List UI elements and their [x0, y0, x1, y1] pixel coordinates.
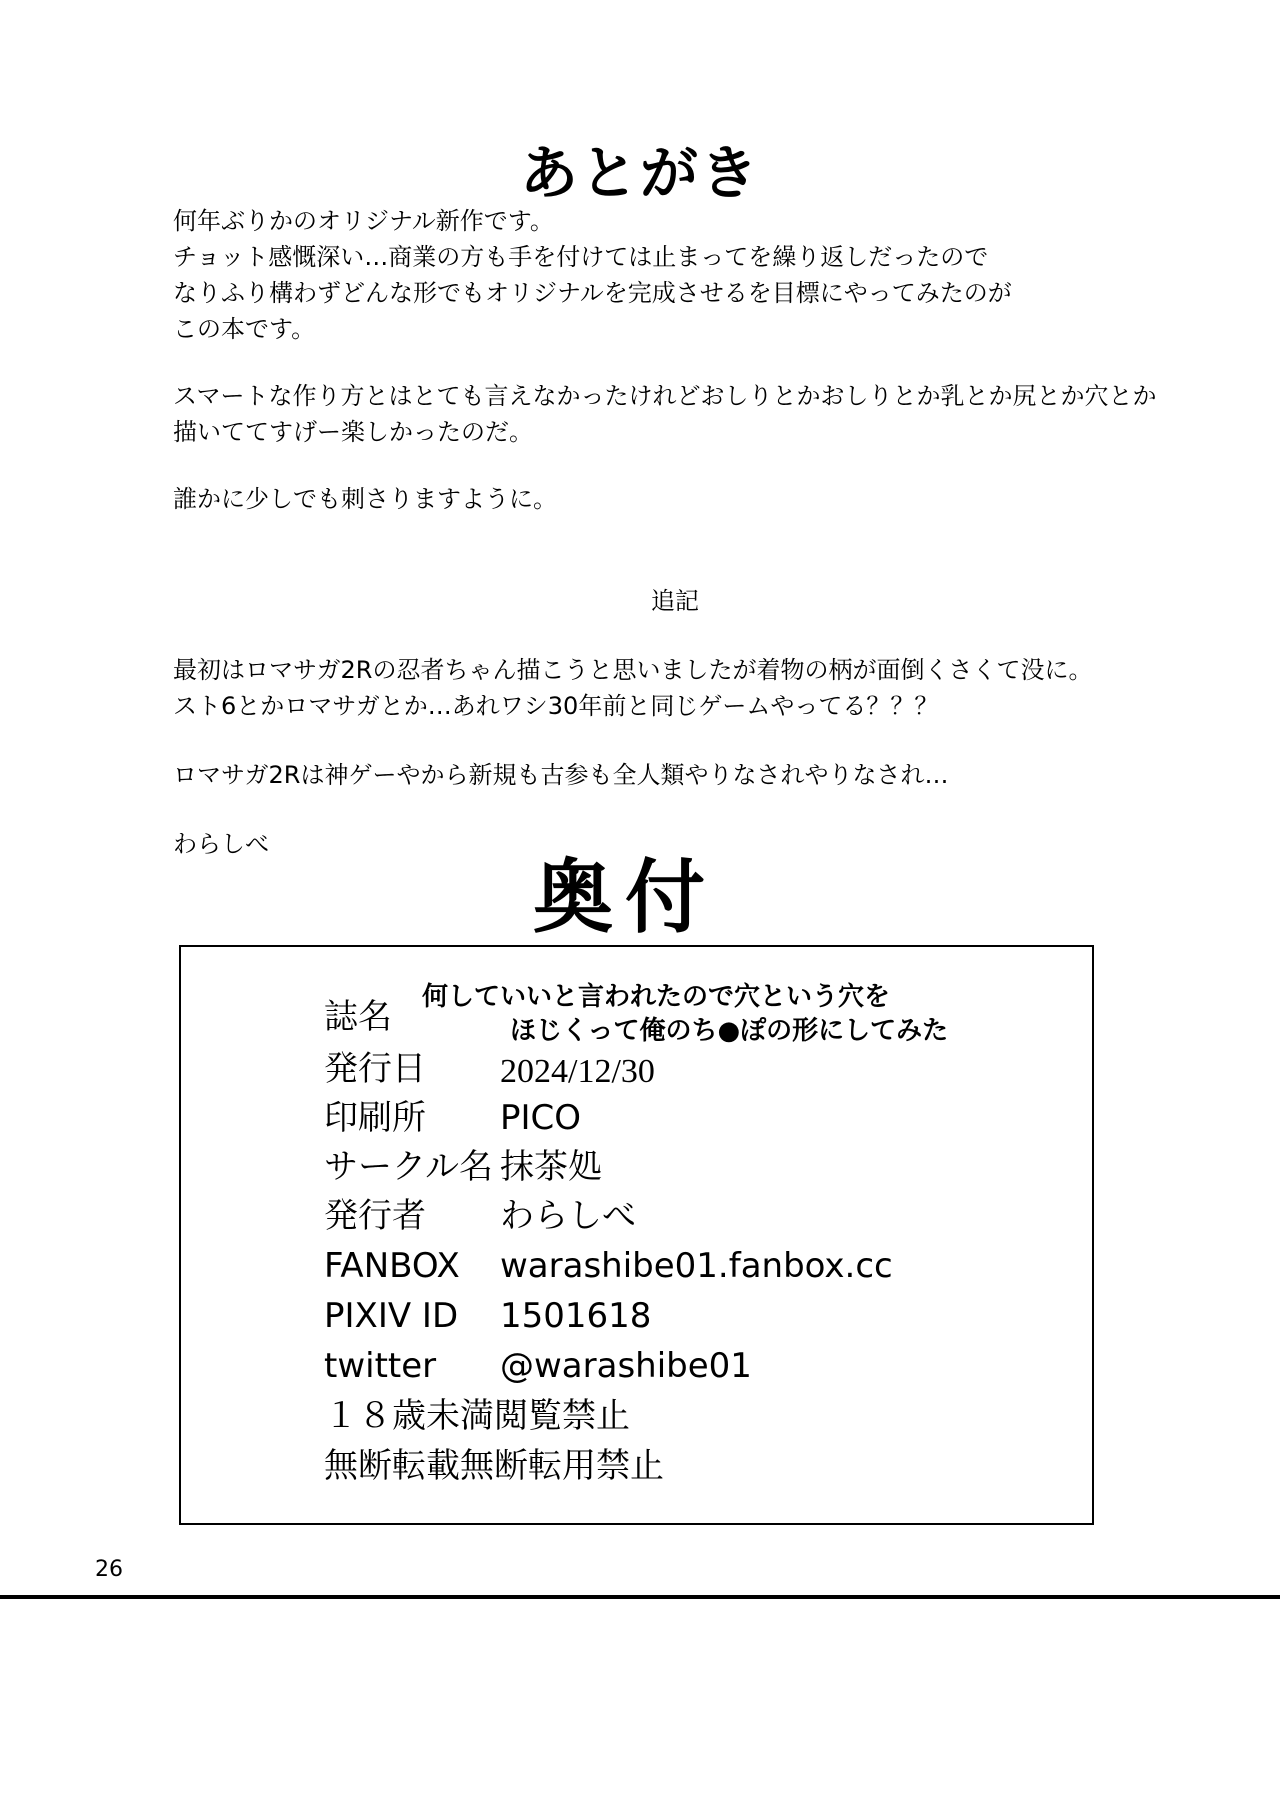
colophon-value-pixiv: 1501618: [500, 1296, 652, 1336]
postscript-signature: わらしべ: [173, 830, 269, 858]
page-number: 26: [95, 1557, 123, 1582]
afterword-line: この本です。: [173, 315, 316, 343]
colophon-label-printer: 印刷所: [324, 1098, 426, 1138]
colophon-value-twitter: @warashibe01: [500, 1346, 752, 1386]
colophon-label-publisher: 発行者: [324, 1196, 426, 1236]
colophon-label-title: 誌名: [324, 997, 392, 1037]
postscript-line: ロマサガ2Rは神ゲーやから新規も古参も全人類やりなされやりなされ…: [173, 761, 949, 789]
colophon-value-printer: PICO: [500, 1098, 582, 1138]
postscript-line: スト6とかロマサガとか…あれワシ30年前と同じゲームやってる？？？: [173, 692, 939, 720]
colophon-notice-reprint: 無断転載無断転用禁止: [324, 1446, 664, 1486]
afterword-line: 描いててすげー楽しかったのだ。: [173, 418, 533, 446]
afterword-line: 誰かに少しでも刺さりますように。: [173, 485, 557, 513]
colophon-title-line-2: ほじくって俺のち●ぽの形にしてみた: [510, 1016, 949, 1046]
colophon-title-line-1: 何していいと言われたので穴という穴を: [422, 982, 891, 1012]
postscript-line: 最初はロマサガ2Rの忍者ちゃん描こうと思いましたが着物の柄が面倒くさくて没に。: [173, 656, 1093, 684]
colophon-label-twitter: twitter: [324, 1346, 437, 1386]
colophon-label-issue-date: 発行日: [324, 1049, 426, 1089]
colophon-notice-age: １８歳未満閲覧禁止: [324, 1396, 630, 1436]
colophon-label-pixiv: PIXIV ID: [324, 1296, 459, 1336]
afterword-line: なりふり構わずどんな形でもオリジナルを完成させるを目標にやってみたのが: [173, 279, 1012, 307]
colophon-value-publisher: わらしべ: [500, 1196, 636, 1236]
colophon-label-fanbox: FANBOX: [324, 1246, 460, 1286]
colophon-label-circle: サークル名: [324, 1147, 493, 1187]
colophon-value-issue-date: 2024/12/30: [500, 1053, 655, 1090]
afterword-line: スマートな作り方とはとても言えなかったけれどおしりとかおしりとか乳とか尻とか穴とか: [173, 382, 1157, 410]
bottom-rule: [0, 1595, 1280, 1599]
colophon-value-circle: 抹茶処: [500, 1147, 602, 1187]
afterword-heading: あとがき: [519, 139, 760, 207]
postscript-title: 追記: [651, 587, 699, 615]
colophon-heading: 奥付: [533, 851, 717, 944]
afterword-line: チョット感慨深い…商業の方も手を付けては止まってを繰り返しだったので: [173, 243, 989, 271]
afterword-line: 何年ぶりかのオリジナル新作です。: [173, 207, 554, 235]
colophon-value-fanbox: warashibe01.fanbox.cc: [500, 1246, 893, 1286]
